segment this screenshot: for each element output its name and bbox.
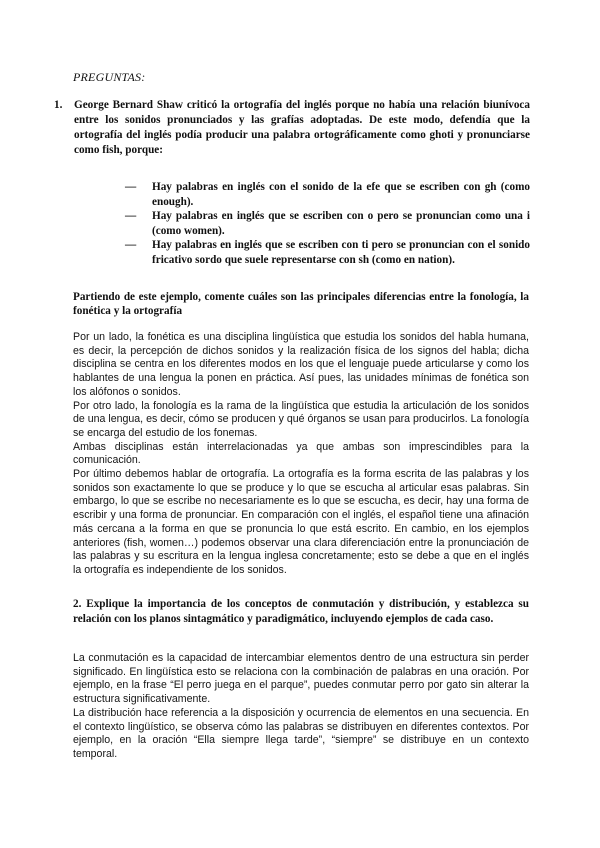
bullet-item (125, 238, 530, 267)
answer-1-paragraph-orthography: Por último debemos hablar de ortografía. La ortografía es la forma escrita de las palabras y los sonidos son exactamente lo que se produce y lo que se escucha al articular esas palabras. Sin embargo, lo que se escribe no necesariamente es lo que se escucha, es decir, hay una forma de escribir y una forma de pronunciar. En comparación con el inglés, el español tiene una afinación más cercana a la forma en que se pronuncia lo que está escrito. En cambio, en los ejemplos anteriores (fish, women…) podemos observar una clara diferenciación entre la pronunciación de las palabras y su escritura en la lengua inglesa concretamente; esto se debe a que en el inglés la ortografía es independiente de los sonidos. (73, 468, 529, 576)
question-1-text: George Bernard Shaw criticó la ortografía del inglés porque no había una relación biunívoca entre los sonidos pronunciados y las grafías adoptadas. De este modo, defendía que la ortografía del inglés podía producir una palabra ortográficamente como ghoti y pronunciarse como fish, porque: (74, 99, 530, 156)
answer-2-paragraph-distribution: La distribución hace referencia a la disposición y ocurrencia de elementos en una secuencia. En el contexto lingüístico, se observa cómo las palabras se distribuyen en diferentes contextos. Por ejemplo, en la oración “Ella siempre llega tarde”, “siempre” se distribuye en un contexto temporal. (73, 706, 529, 760)
bullet-text: Hay palabras en inglés que se escriben con ti pero se pronuncian con el sonido fricativo sordo que suele representarse con sh (como en nation). (152, 239, 530, 266)
question-1 (54, 98, 530, 158)
answer-1 (73, 331, 529, 578)
answer-2-paragraph-commutation: La conmutación es la capacidad de intercambiar elementos dentro de una estructura sin perder significado. En lingüística esto se relaciona con la combinación de palabras en una oración. Por ejemplo, en la frase “El perro juega en el parque”, puedes conmutar perro por gato sin alterar la estructura significativamente. (73, 652, 529, 706)
answer-1-paragraph-phonology: Por otro lado, la fonología es la rama de la lingüística que estudia la articulación de los sonidos de una lengua, es decir, cómo se producen y qué órganos se usan para producirlos. La fonología se encarga del estudio de los fonemas. (73, 399, 529, 439)
dash-bullet: — (125, 210, 137, 222)
dash-bullet: — (125, 181, 137, 193)
question-2: 2. Explique la importancia de los conceptos de conmutación y distribución, y establezca su relación con los planos sintagmático y paradigmático, incluyendo ejemplos de cada caso. (73, 598, 529, 625)
section-heading: PREGUNTAS: (73, 70, 146, 84)
question-1-bullet-list (125, 180, 530, 267)
question-1-subquestion: Partiendo de este ejemplo, comente cuáles son las principales diferencias entre la fonología, la fonética y la ortografía (73, 291, 529, 317)
answer-1-paragraph-phonetics: Por un lado, la fonética es una disciplina lingüística que estudia los sonidos del habla humana, es decir, la percepción de dichos sonidos y la realización física de los signos del habla; dicha disciplina se centra en los diferentes modos en los que el lenguaje puede articularse y como los hablantes de una lengua la ponen en práctica. Así pues, las unidades mínimas de fonética son los alófonos o sonidos. (73, 331, 529, 398)
bullet-text: Hay palabras en inglés con el sonido de la efe que se escriben con gh (como enough). (152, 181, 530, 208)
answer-2 (73, 652, 529, 762)
bullet-item (125, 180, 530, 209)
dash-bullet: — (125, 239, 137, 251)
answer-1-paragraph-interrelation: Ambas disciplinas están interrelacionadas ya que ambas son imprescindibles para la comunicación. (73, 440, 529, 467)
bullet-text: Hay palabras en inglés que se escriben con o pero se pronuncian como una i (como women). (152, 210, 530, 237)
question-1-number: 1. (54, 99, 63, 111)
bullet-item (125, 209, 530, 238)
